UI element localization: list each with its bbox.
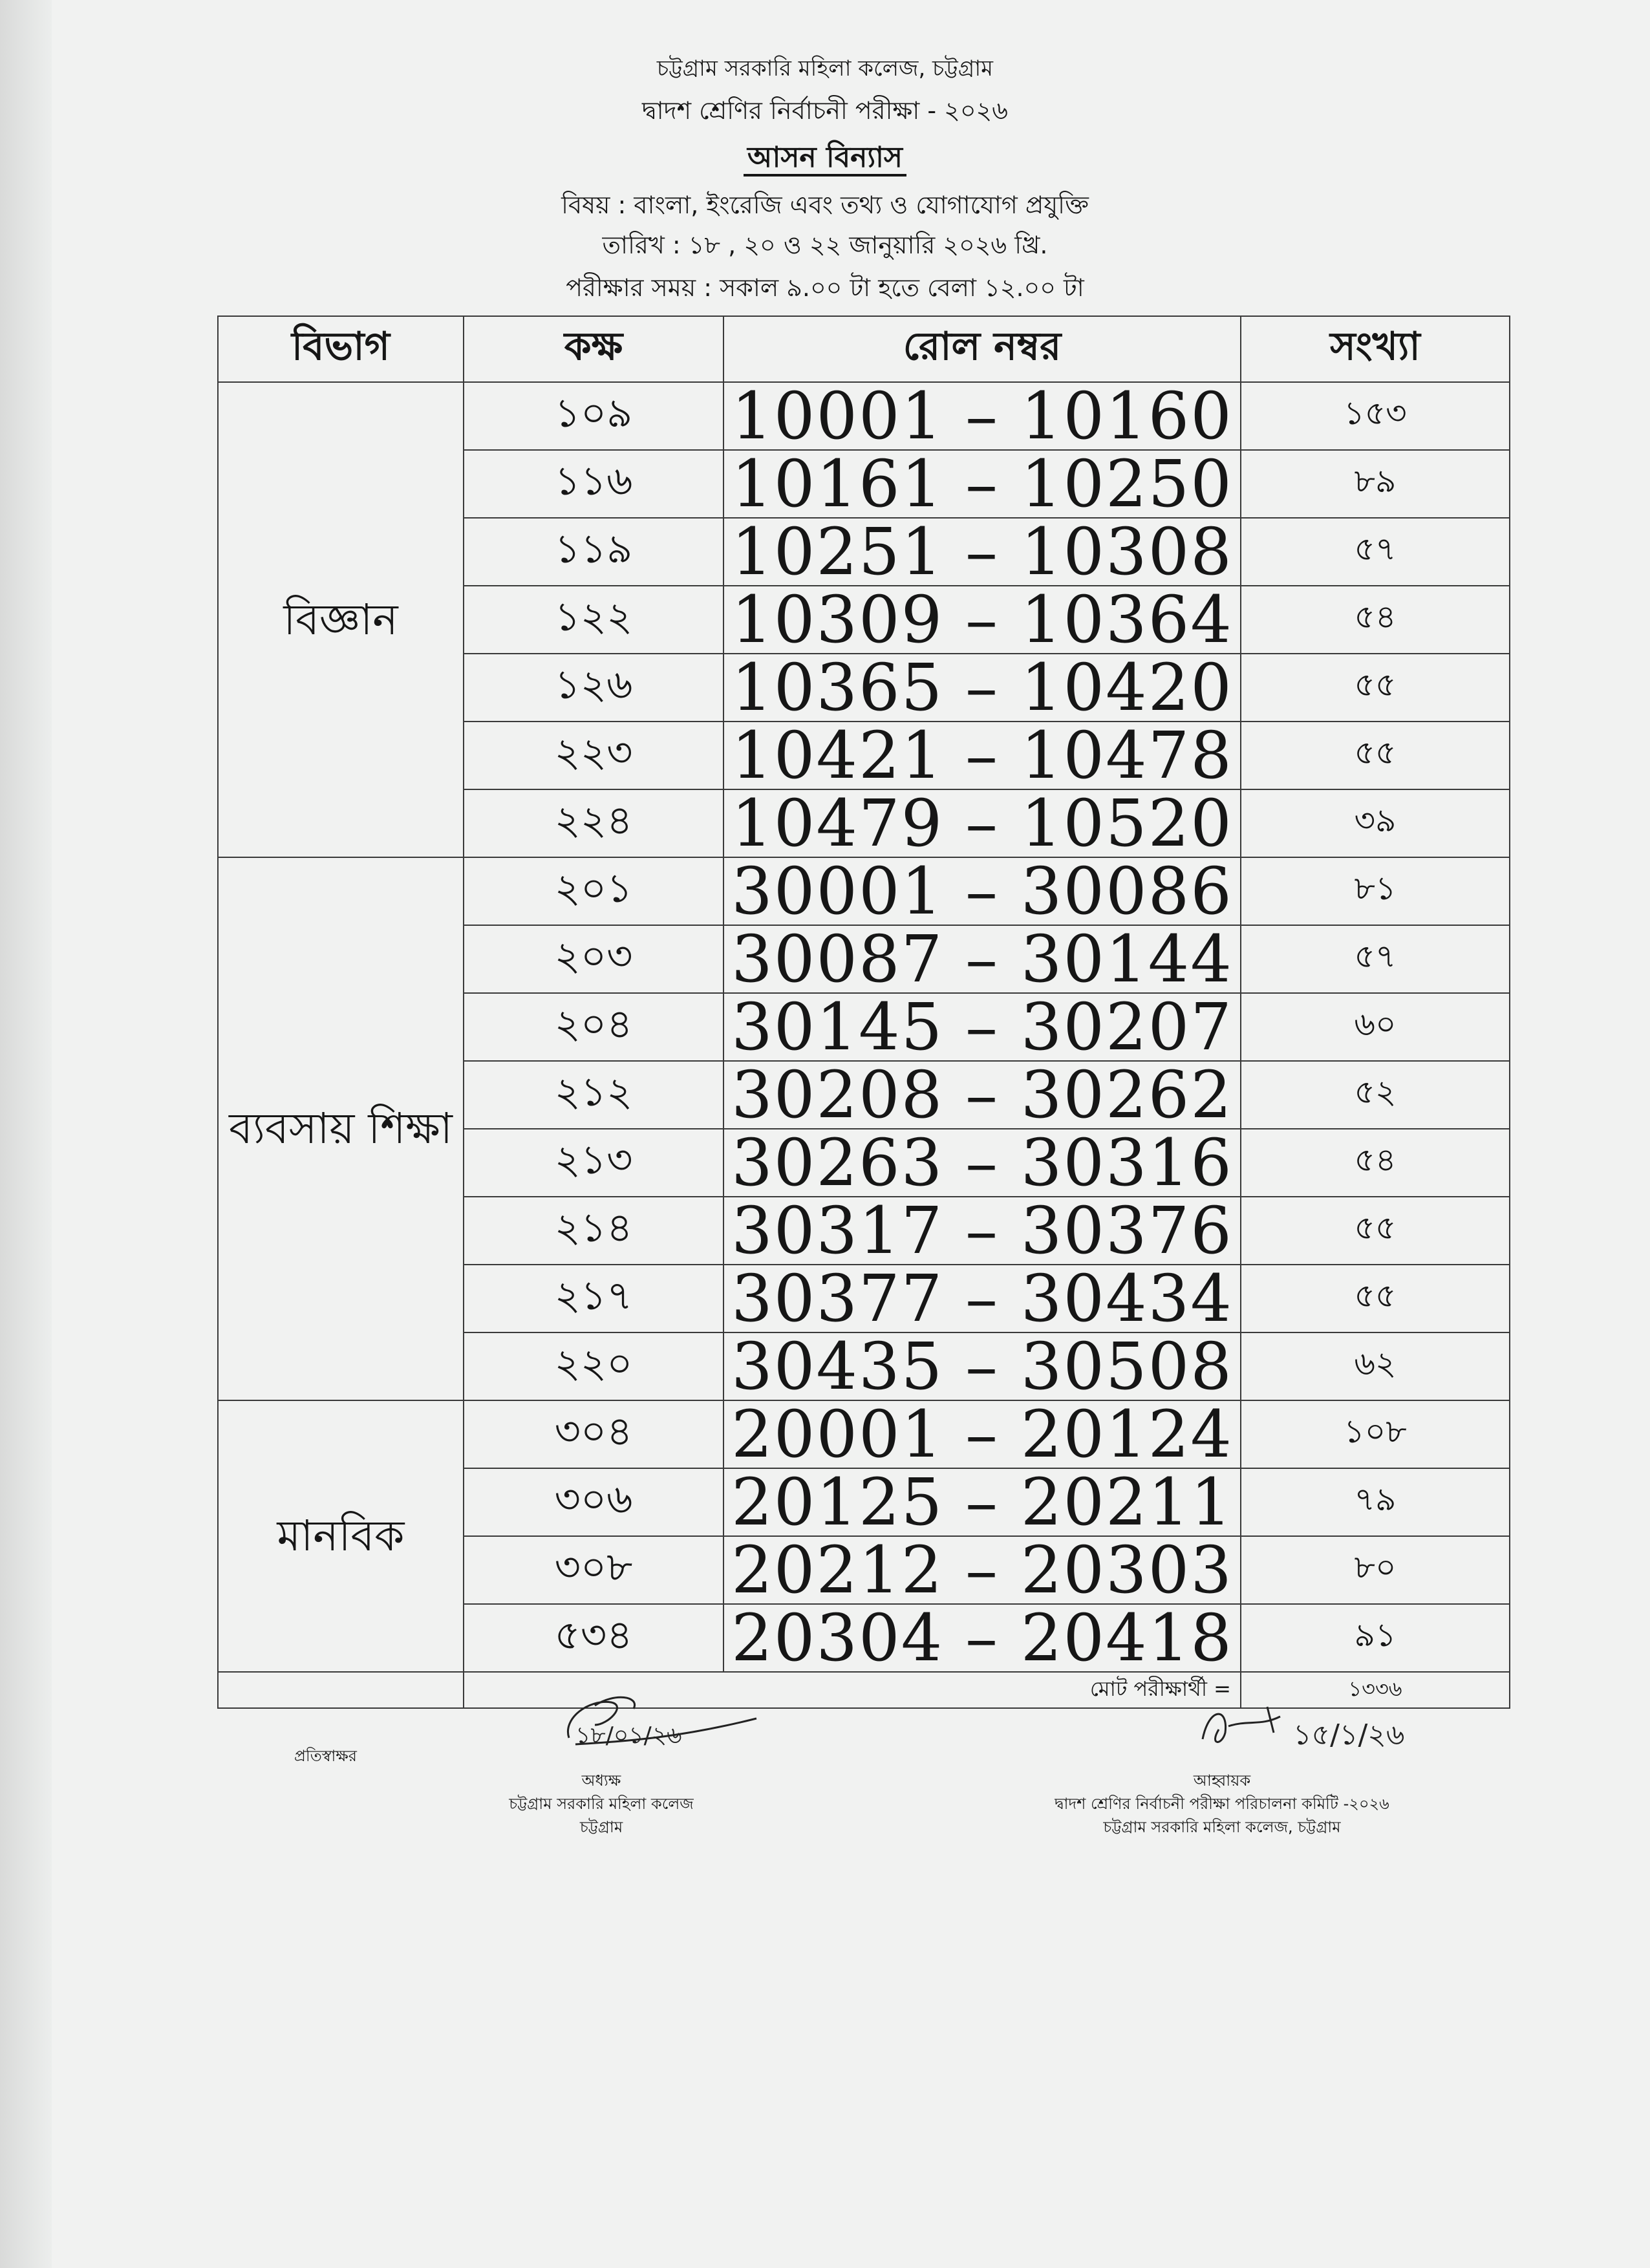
col-header-roll: রোল নম্বর [723, 316, 1241, 382]
roll-range-cell: 30317 – 30376 [723, 1197, 1241, 1265]
total-blank-cell [218, 1672, 464, 1708]
count-cell: ৫৫ [1241, 1265, 1510, 1332]
table-header-row [218, 316, 1510, 382]
col-header-department: বিভাগ [218, 316, 464, 382]
room-cell: ১২২ [464, 586, 723, 654]
roll-range-cell: 20001 – 20124 [723, 1400, 1241, 1468]
room-cell: ১২৬ [464, 654, 723, 722]
seat-plan-body [218, 382, 1510, 1708]
convener-committee: দ্বাদশ শ্রেণির নির্বাচনী পরীক্ষা পরিচালনা কমিটি -২০২৬ [1055, 1795, 1389, 1813]
count-cell: ৩৯ [1241, 789, 1510, 857]
room-cell: ২২৪ [464, 789, 723, 857]
convener-role: আহ্বায়ক [1193, 1771, 1251, 1790]
document-title: আসন বিন্যাস [744, 141, 906, 177]
room-cell: ২২০ [464, 1332, 723, 1400]
room-cell: ৩০৬ [464, 1468, 723, 1536]
roll-range-cell: 30208 – 30262 [723, 1061, 1241, 1129]
room-cell: ১১৯ [464, 518, 723, 586]
room-cell: ২১২ [464, 1061, 723, 1129]
roll-range-cell: 10251 – 10308 [723, 518, 1241, 586]
count-cell: ৮১ [1241, 857, 1510, 925]
roll-range-cell: 30435 – 30508 [723, 1332, 1241, 1400]
room-cell: ২০৪ [464, 993, 723, 1061]
room-cell: ২০১ [464, 857, 723, 925]
room-cell: ২১৭ [464, 1265, 723, 1332]
table-row [218, 857, 1510, 925]
countersign-label: প্রতিস্বাক্ষর [294, 1747, 357, 1765]
room-cell: ৩০৪ [464, 1400, 723, 1468]
roll-range-cell: 10421 – 10478 [723, 722, 1241, 789]
principal-role: অধ্যক্ষ [581, 1771, 621, 1790]
total-label: মোট পরীক্ষার্থী = [464, 1672, 1241, 1708]
count-cell: ৯১ [1241, 1604, 1510, 1672]
convener-org: চট্টগ্রাম সরকারি মহিলা কলেজ, চট্টগ্রাম [1103, 1818, 1341, 1836]
exam-dates: তারিখ : ১৮ , ২০ ও ২২ জানুয়ারি ২০২৬ খ্রি. [602, 231, 1048, 259]
convener-signature-block [1054, 1769, 1390, 1839]
count-cell: ৭৯ [1241, 1468, 1510, 1536]
principal-signature [550, 1680, 769, 1764]
principal-signature-date: ১৮/০১/২৬ [575, 1722, 682, 1749]
count-cell: ৬২ [1241, 1332, 1510, 1400]
room-cell: ২১৩ [464, 1129, 723, 1197]
roll-range-cell: 30263 – 30316 [723, 1129, 1241, 1197]
count-cell: ৫৫ [1241, 722, 1510, 789]
count-cell: ৫৪ [1241, 1129, 1510, 1197]
roll-range-cell: 30377 – 30434 [723, 1265, 1241, 1332]
room-cell: ৩০৮ [464, 1536, 723, 1604]
room-cell: ২২৩ [464, 722, 723, 789]
seat-plan-table [217, 316, 1510, 1709]
principal-org: চট্টগ্রাম সরকারি মহিলা কলেজ [509, 1795, 694, 1813]
col-header-count: সংখ্যা [1241, 316, 1510, 382]
principal-signature-block [478, 1769, 724, 1839]
convener-signature [1190, 1694, 1461, 1765]
table-row [218, 382, 1510, 450]
count-cell: ৬০ [1241, 993, 1510, 1061]
roll-range-cell: 10479 – 10520 [723, 789, 1241, 857]
convener-signature-date: ১৫/১/২৬ [1293, 1718, 1405, 1751]
roll-range-cell: 10365 – 10420 [723, 654, 1241, 722]
room-cell: ২১৪ [464, 1197, 723, 1265]
total-value: ১৩৩৬ [1241, 1672, 1510, 1708]
count-cell: ৫৭ [1241, 925, 1510, 993]
count-cell: ৫৫ [1241, 654, 1510, 722]
principal-city: চট্টগ্রাম [579, 1818, 623, 1836]
roll-range-cell: 20125 – 20211 [723, 1468, 1241, 1536]
count-cell: ৫২ [1241, 1061, 1510, 1129]
room-cell: ১১৬ [464, 450, 723, 518]
count-cell: ১০৮ [1241, 1400, 1510, 1468]
col-header-room: কক্ষ [464, 316, 723, 382]
roll-range-cell: 10309 – 10364 [723, 586, 1241, 654]
exam-name: দ্বাদশ শ্রেণির নির্বাচনী পরীক্ষা - ২০২৬ [642, 96, 1008, 125]
count-cell: ৫৭ [1241, 518, 1510, 586]
roll-range-cell: 30001 – 30086 [723, 857, 1241, 925]
roll-range-cell: 10001 – 10160 [723, 382, 1241, 450]
department-cell: ব্যবসায় শিক্ষা [218, 857, 464, 1400]
exam-subjects: বিষয় : বাংলা, ইংরেজি এবং তথ্য ও যোগাযোগ প্রযুক্তি [561, 191, 1089, 219]
roll-range-cell: 30087 – 30144 [723, 925, 1241, 993]
exam-time: পরীক্ষার সময় : সকাল ৯.০০ টা হতে বেলা ১২.০০ টা [566, 273, 1084, 302]
scan-page-edge [0, 0, 52, 2268]
count-cell: ১৫৩ [1241, 382, 1510, 450]
department-cell: মানবিক [218, 1400, 464, 1672]
college-name: চট্টগ্রাম সরকারি মহিলা কলেজ, চট্টগ্রাম [656, 56, 994, 81]
room-cell: ১০৯ [464, 382, 723, 450]
roll-range-cell: 20212 – 20303 [723, 1536, 1241, 1604]
room-cell: ৫৩৪ [464, 1604, 723, 1672]
roll-range-cell: 20304 – 20418 [723, 1604, 1241, 1672]
roll-range-cell: 10161 – 10250 [723, 450, 1241, 518]
room-cell: ২০৩ [464, 925, 723, 993]
roll-range-cell: 30145 – 30207 [723, 993, 1241, 1061]
department-cell: বিজ্ঞান [218, 382, 464, 857]
count-cell: ৫৫ [1241, 1197, 1510, 1265]
count-cell: ৫৪ [1241, 586, 1510, 654]
table-row [218, 1400, 1510, 1468]
count-cell: ৮০ [1241, 1536, 1510, 1604]
count-cell: ৮৯ [1241, 450, 1510, 518]
